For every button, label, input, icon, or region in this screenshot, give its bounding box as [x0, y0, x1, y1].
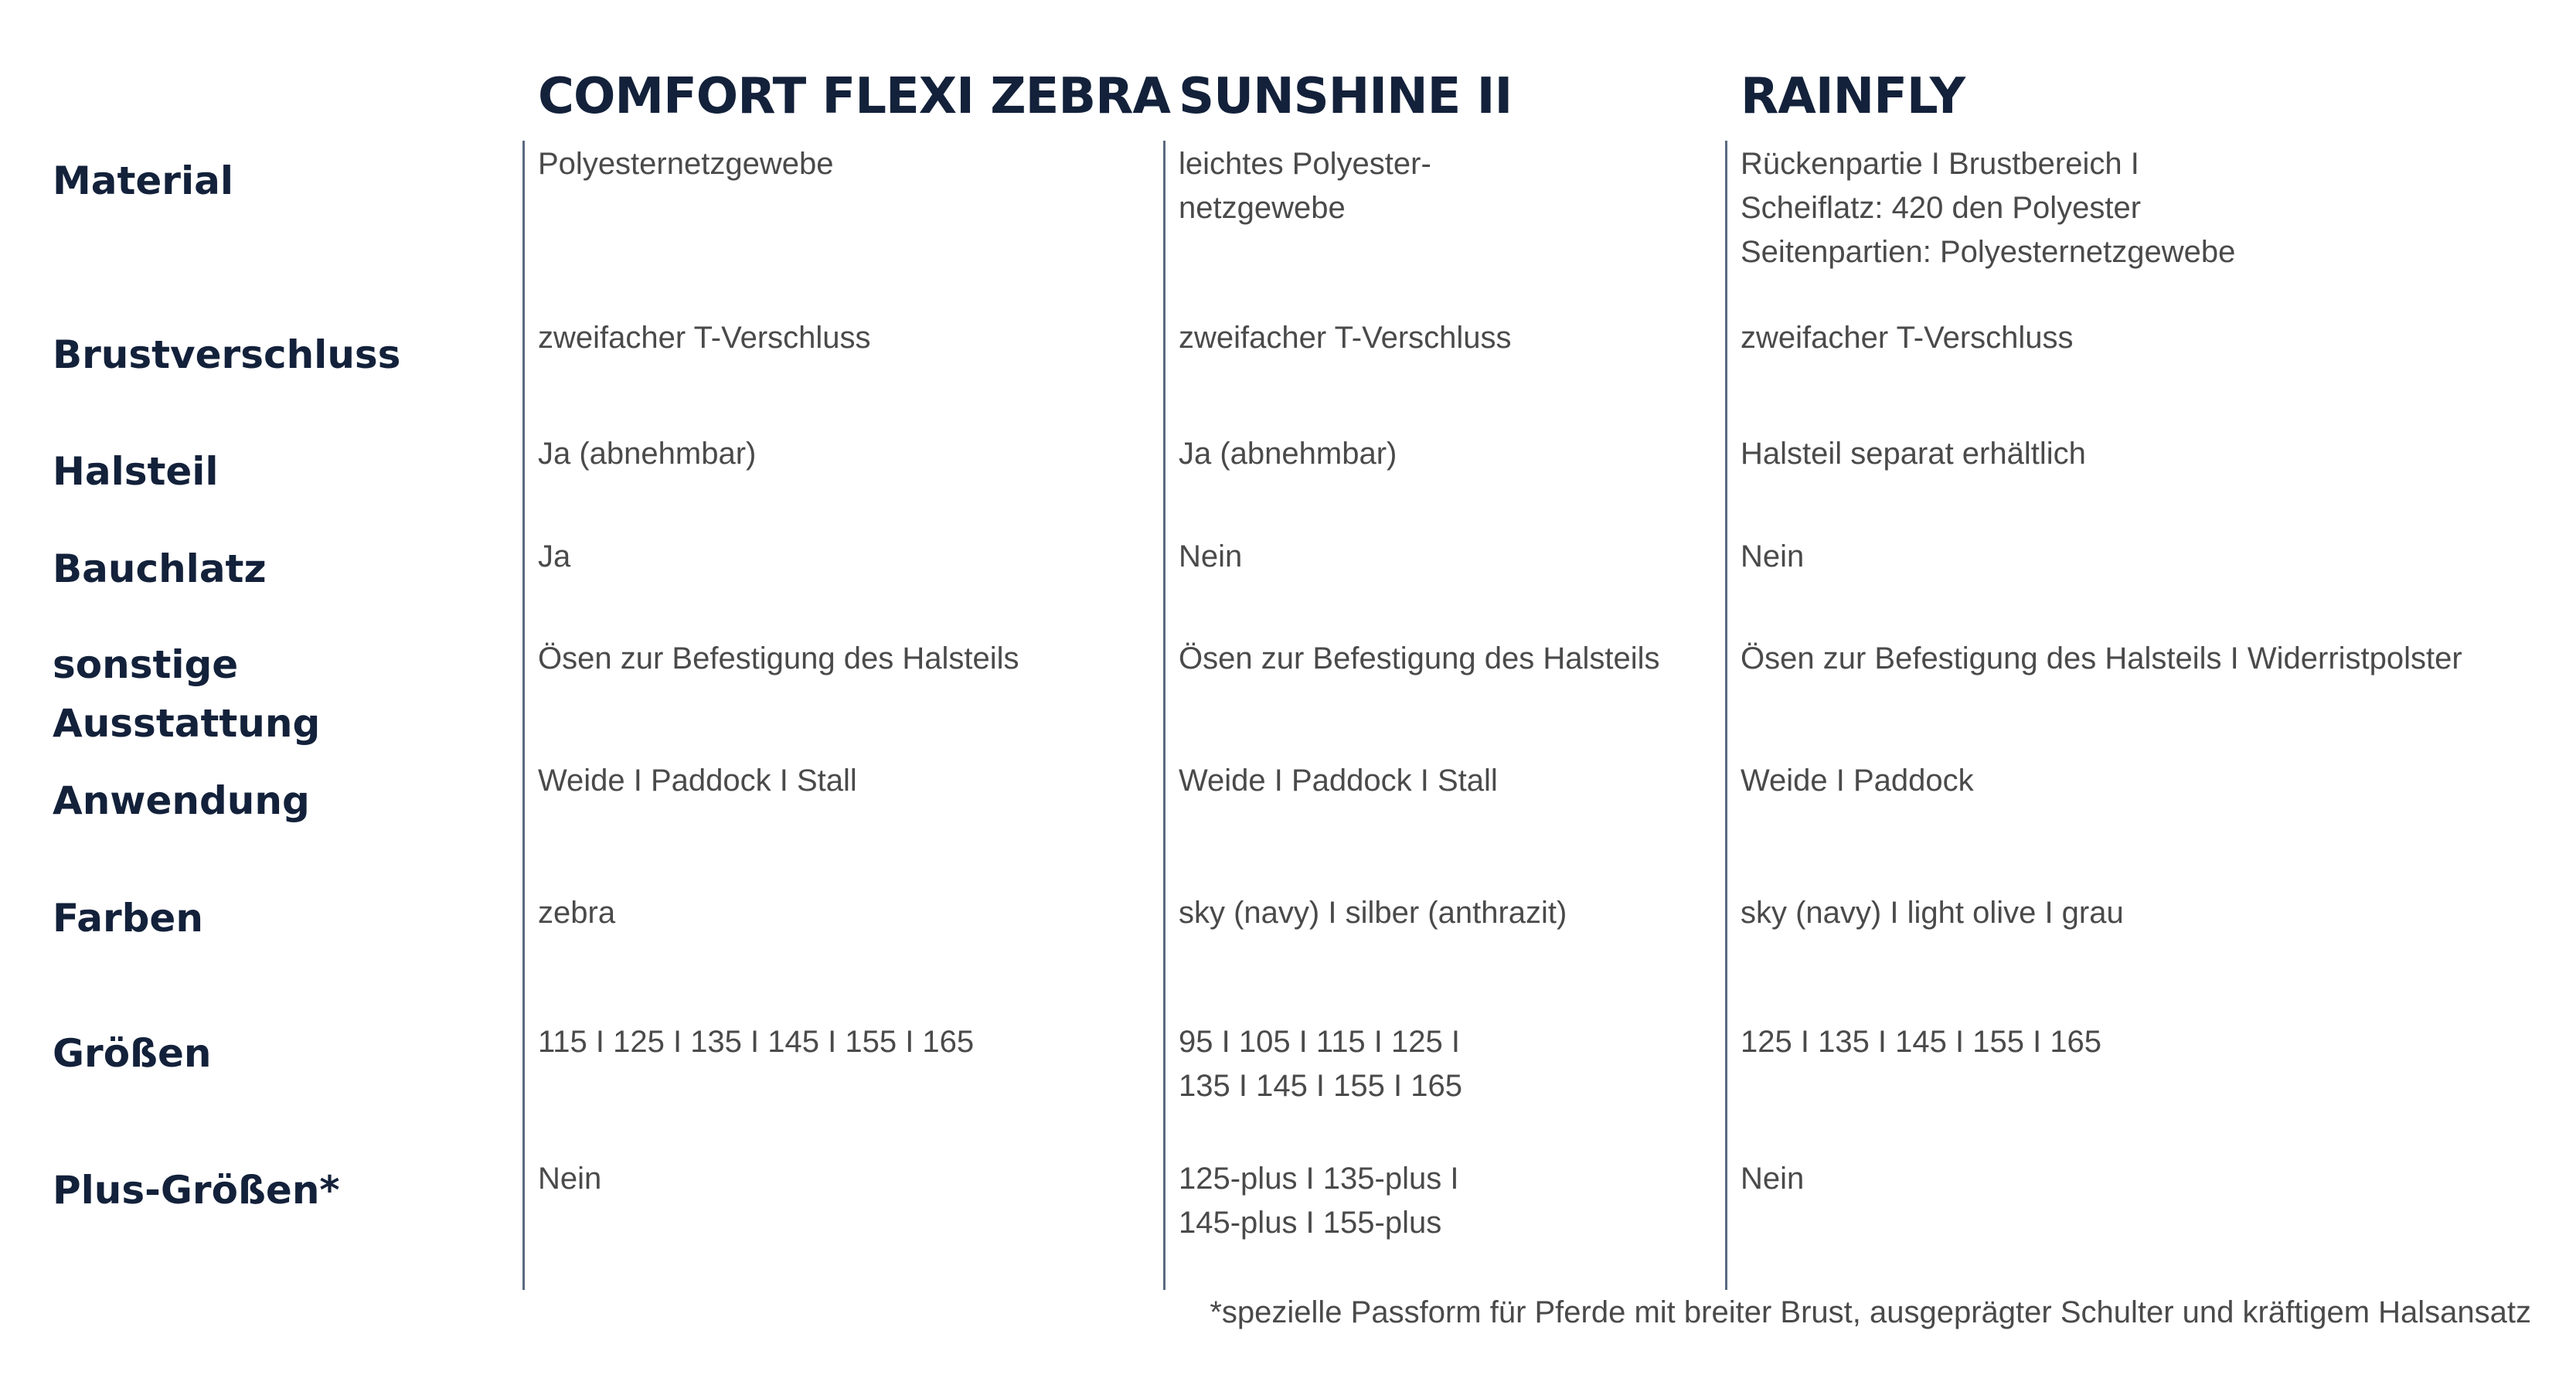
cell-anwendung-comfort-flexi-zebra: Weide I Paddock I Stall [538, 764, 857, 798]
cell-groessen-comfort-flexi-zebra: 115 I 125 I 135 I 145 I 155 I 165 [538, 1025, 975, 1059]
cell-ausstattung-sunshine-ii: Ösen zur Befestigung des Halsteils [1179, 641, 1660, 675]
cell-halsteil-sunshine-ii: Ja (abnehmbar) [1179, 437, 1397, 471]
cell-bauchlatz-comfort-flexi-zebra: Ja [538, 539, 571, 573]
row-label-material: Material [53, 158, 233, 203]
row-label-sonstige-ausstattung: sonstige Ausstattung [53, 642, 321, 746]
row-label-brustverschluss: Brustverschluss [53, 332, 401, 377]
product-title-sunshine-ii: SUNSHINE II [1179, 68, 1513, 125]
cell-ausstattung-rainfly: Ösen zur Befestigung des Halsteils I Widerristpolster [1741, 641, 2462, 675]
cell-ausstattung-comfort-flexi-zebra: Ösen zur Befestigung des Halsteils [538, 641, 1019, 675]
cell-plus-groessen-sunshine-ii: 125-plus I 135-plus I 145-plus I 155-plus [1179, 1162, 1459, 1240]
cell-brustverschluss-comfort-flexi-zebra: zweifacher T-Verschluss [538, 321, 871, 355]
cell-halsteil-rainfly: Halsteil separat erhältlich [1741, 437, 2086, 471]
cell-brustverschluss-sunshine-ii: zweifacher T-Verschluss [1179, 321, 1512, 355]
cell-bauchlatz-rainfly: Nein [1741, 539, 1805, 573]
cell-groessen-sunshine-ii: 95 I 105 I 115 I 125 I 135 I 145 I 155 I 165 [1179, 1025, 1462, 1103]
product-title-rainfly: RAINFLY [1741, 68, 1965, 125]
cell-farben-sunshine-ii: sky (navy) I silber (anthrazit) [1179, 896, 1567, 930]
cell-material-comfort-flexi-zebra: Polyesternetzgewebe [538, 147, 834, 181]
cell-material-rainfly: Rückenpartie I Brustbereich I Scheiflatz: 420 den Polyester Seitenpartien: Polyesternetzgewebe [1741, 147, 2236, 269]
cell-brustverschluss-rainfly: zweifacher T-Verschluss [1741, 321, 2074, 355]
row-label-groessen: Größen [53, 1031, 212, 1076]
cell-bauchlatz-sunshine-ii: Nein [1179, 539, 1243, 573]
row-label-halsteil: Halsteil [53, 449, 219, 494]
cell-anwendung-rainfly: Weide I Paddock [1741, 764, 1974, 798]
row-label-farben: Farben [53, 896, 203, 941]
row-label-bauchlatz: Bauchlatz [53, 546, 267, 591]
cell-farben-rainfly: sky (navy) I light olive I grau [1741, 896, 2124, 930]
row-label-plus-groessen: Plus-Größen* [53, 1168, 340, 1213]
cell-farben-comfort-flexi-zebra: zebra [538, 896, 616, 930]
column-divider [1725, 141, 1727, 1290]
cell-anwendung-sunshine-ii: Weide I Paddock I Stall [1179, 764, 1498, 798]
cell-groessen-rainfly: 125 I 135 I 145 I 155 I 165 [1741, 1025, 2102, 1059]
column-divider [522, 141, 525, 1290]
product-title-comfort-flexi-zebra: COMFORT FLEXI ZEBRA [538, 68, 1170, 125]
cell-plus-groessen-rainfly: Nein [1741, 1162, 1805, 1196]
footnote: *spezielle Passform für Pferde mit breiter Brust, ausgeprägter Schulter und kräftigem Halsansatz [1210, 1295, 2531, 1329]
row-label-anwendung: Anwendung [53, 778, 310, 823]
cell-halsteil-comfort-flexi-zebra: Ja (abnehmbar) [538, 437, 757, 471]
column-divider [1163, 141, 1165, 1290]
cell-plus-groessen-comfort-flexi-zebra: Nein [538, 1162, 602, 1196]
cell-material-sunshine-ii: leichtes Polyester- netzgewebe [1179, 147, 1431, 225]
